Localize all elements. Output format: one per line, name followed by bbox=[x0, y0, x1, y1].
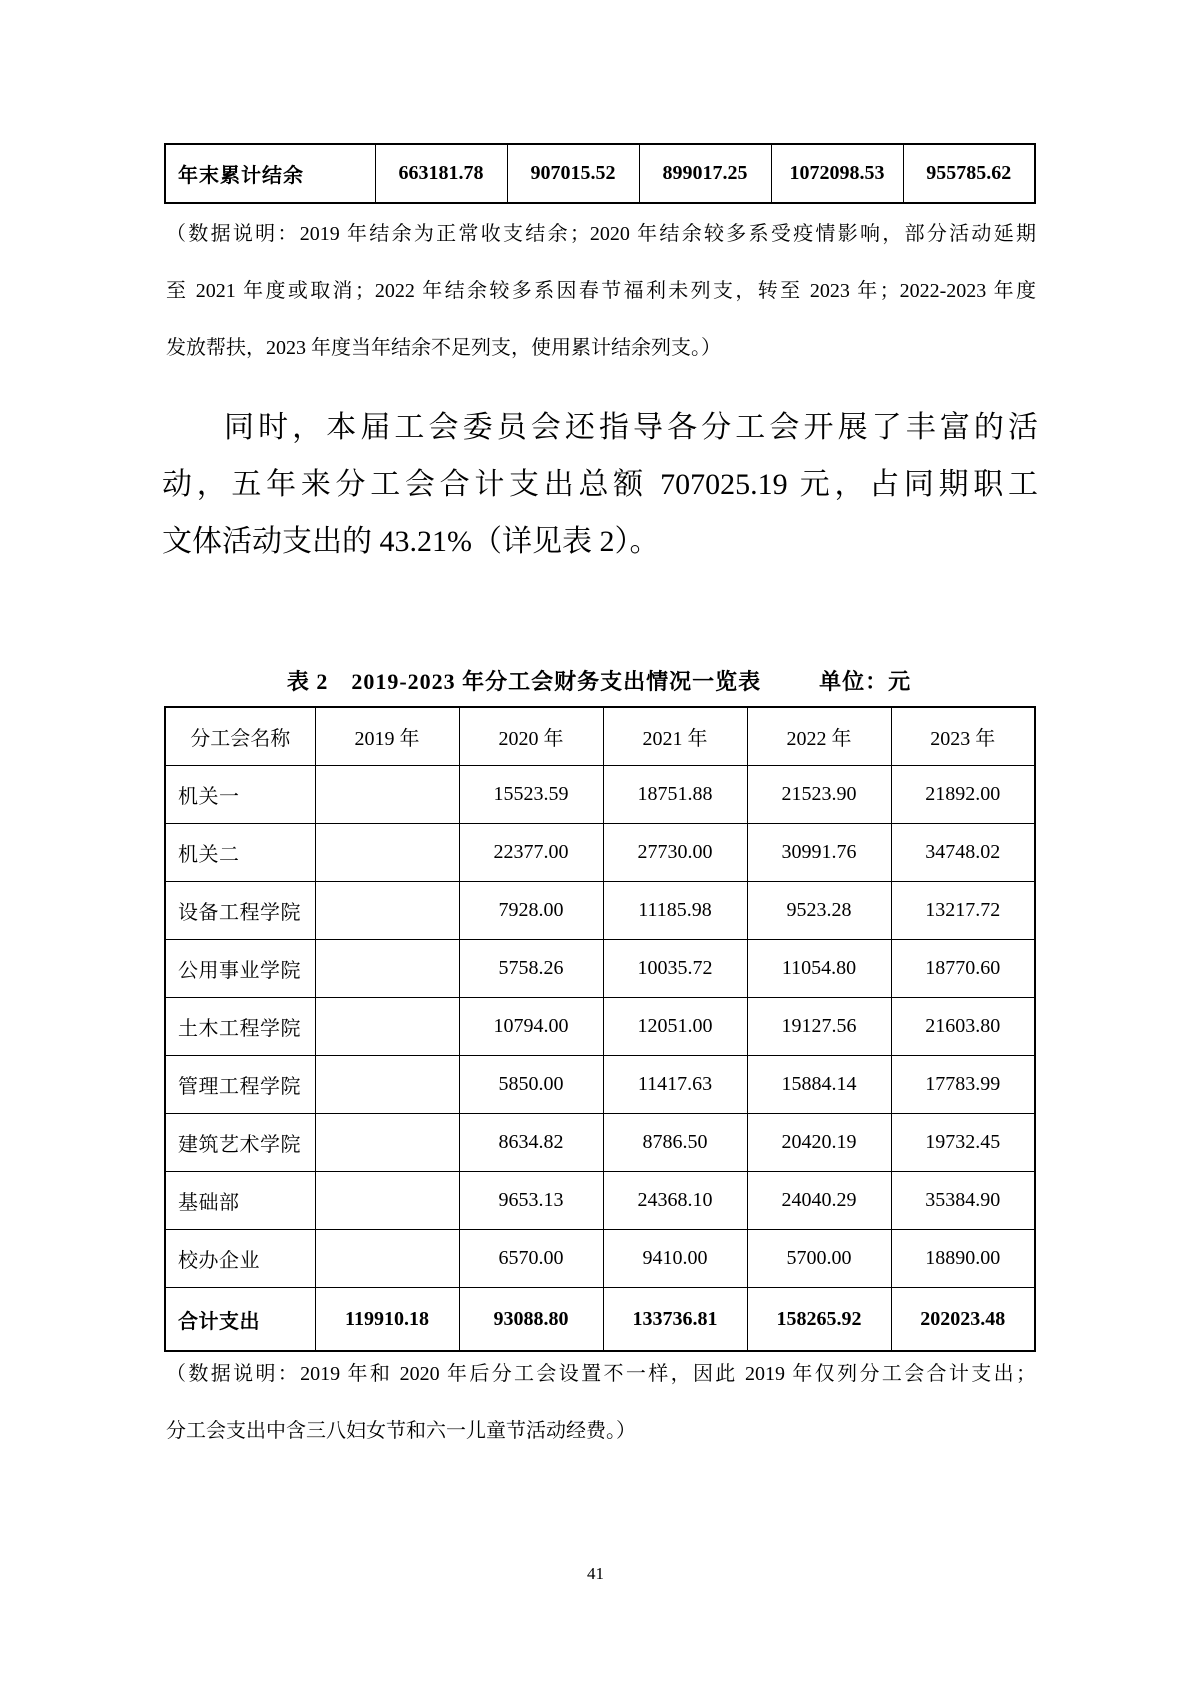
table-cell: 9653.13 bbox=[459, 1172, 603, 1230]
row-label: 机关二 bbox=[165, 824, 315, 882]
page-number: 41 bbox=[587, 1564, 604, 1583]
table-cell: 22377.00 bbox=[459, 824, 603, 882]
row-label: 设备工程学院 bbox=[165, 882, 315, 940]
table-cell: 202023.48 bbox=[891, 1288, 1035, 1352]
column-header: 2023 年 bbox=[891, 707, 1035, 766]
table-cell bbox=[315, 1230, 459, 1288]
table-row bbox=[165, 766, 1035, 824]
table-cell: 27730.00 bbox=[603, 824, 747, 882]
branch-union-expense-table bbox=[164, 706, 1036, 1352]
data-note-table1 bbox=[166, 206, 1036, 377]
table-cell: 899017.25 bbox=[639, 144, 771, 203]
table-cell: 119910.18 bbox=[315, 1288, 459, 1352]
table-cell: 5850.00 bbox=[459, 1056, 603, 1114]
table-cell: 907015.52 bbox=[507, 144, 639, 203]
table-row bbox=[165, 1114, 1035, 1172]
table-cell bbox=[315, 998, 459, 1056]
table-cell: 133736.81 bbox=[603, 1288, 747, 1352]
table-row bbox=[165, 882, 1035, 940]
table-cell: 10794.00 bbox=[459, 998, 603, 1056]
note-line: （数据说明：2019 年结余为正常收支结余；2020 年结余较多系受疫情影响，部分活动延期 bbox=[166, 223, 1036, 245]
table-cell: 15884.14 bbox=[747, 1056, 891, 1114]
table-cell: 24040.29 bbox=[747, 1172, 891, 1230]
table2-title: 表 2 2019-2023 年分工会财务支出情况一览表 bbox=[286, 668, 762, 694]
table-cell: 17783.99 bbox=[891, 1056, 1035, 1114]
table-header-row bbox=[165, 707, 1035, 766]
table-cell bbox=[315, 1172, 459, 1230]
table-cell bbox=[315, 882, 459, 940]
row-label: 建筑艺术学院 bbox=[165, 1114, 315, 1172]
table-cell: 9523.28 bbox=[747, 882, 891, 940]
table-row bbox=[165, 144, 1035, 203]
table-row bbox=[165, 1056, 1035, 1114]
paragraph-line: 文体活动支出的 43.21%（详见表 2）。 bbox=[162, 525, 660, 558]
table-cell: 21603.80 bbox=[891, 998, 1035, 1056]
table-cell: 1072098.53 bbox=[771, 144, 903, 203]
table-cell: 18890.00 bbox=[891, 1230, 1035, 1288]
table-cell: 663181.78 bbox=[375, 144, 507, 203]
column-header: 2019 年 bbox=[315, 707, 459, 766]
note-line: 分工会支出中含三八妇女节和六一儿童节活动经费。） bbox=[166, 1420, 636, 1442]
table-cell: 19127.56 bbox=[747, 998, 891, 1056]
table-cell: 24368.10 bbox=[603, 1172, 747, 1230]
table-cell: 18770.60 bbox=[891, 940, 1035, 998]
row-label: 公用事业学院 bbox=[165, 940, 315, 998]
column-header: 2020 年 bbox=[459, 707, 603, 766]
year-end-balance-table bbox=[164, 143, 1036, 204]
table-cell: 19732.45 bbox=[891, 1114, 1035, 1172]
table-cell: 7928.00 bbox=[459, 882, 603, 940]
table-cell: 5700.00 bbox=[747, 1230, 891, 1288]
column-header: 2021 年 bbox=[603, 707, 747, 766]
table-cell: 21892.00 bbox=[891, 766, 1035, 824]
table2-unit: 单位：元 bbox=[819, 668, 912, 694]
table-cell bbox=[315, 824, 459, 882]
table-cell bbox=[315, 1056, 459, 1114]
data-note-table2 bbox=[166, 1346, 1036, 1460]
paragraph-line: 同时，本届工会委员会还指导各分工会开展了丰富的活 bbox=[224, 411, 1038, 444]
table-cell: 20420.19 bbox=[747, 1114, 891, 1172]
body-paragraph bbox=[162, 399, 1038, 570]
table-cell bbox=[315, 1114, 459, 1172]
table-cell: 18751.88 bbox=[603, 766, 747, 824]
table2-caption bbox=[164, 658, 1034, 702]
paragraph-line: 动，五年来分工会合计支出总额 707025.19 元，占同期职工 bbox=[162, 468, 1038, 501]
note-line: （数据说明：2019 年和 2020 年后分工会设置不一样，因此 2019 年仅列分工会合计支出； bbox=[166, 1363, 1036, 1385]
column-header: 分工会名称 bbox=[165, 707, 315, 766]
table-cell: 35384.90 bbox=[891, 1172, 1035, 1230]
table-row bbox=[165, 1172, 1035, 1230]
table-cell: 11417.63 bbox=[603, 1056, 747, 1114]
row-label: 基础部 bbox=[165, 1172, 315, 1230]
table-row bbox=[165, 1230, 1035, 1288]
table-row bbox=[165, 824, 1035, 882]
row-label: 管理工程学院 bbox=[165, 1056, 315, 1114]
note-line: 发放帮扶，2023 年度当年结余不足列支，使用累计结余列支。） bbox=[166, 337, 721, 359]
table-cell: 158265.92 bbox=[747, 1288, 891, 1352]
table-cell: 12051.00 bbox=[603, 998, 747, 1056]
table-cell: 8786.50 bbox=[603, 1114, 747, 1172]
table-cell: 9410.00 bbox=[603, 1230, 747, 1288]
table-total-row bbox=[165, 1288, 1035, 1352]
table-cell: 21523.90 bbox=[747, 766, 891, 824]
table-row bbox=[165, 998, 1035, 1056]
table-cell bbox=[315, 766, 459, 824]
table-cell: 8634.82 bbox=[459, 1114, 603, 1172]
table-cell: 93088.80 bbox=[459, 1288, 603, 1352]
column-header: 2022 年 bbox=[747, 707, 891, 766]
table-cell: 15523.59 bbox=[459, 766, 603, 824]
table-cell: 10035.72 bbox=[603, 940, 747, 998]
note-line: 至 2021 年度或取消；2022 年结余较多系因春节福利未列支，转至 2023 年；2022-2023 年度 bbox=[166, 280, 1036, 302]
row-label: 土木工程学院 bbox=[165, 998, 315, 1056]
table-cell bbox=[315, 940, 459, 998]
row-label: 年末累计结余 bbox=[165, 144, 375, 203]
table-cell: 11054.80 bbox=[747, 940, 891, 998]
row-label: 校办企业 bbox=[165, 1230, 315, 1288]
row-label: 合计支出 bbox=[165, 1288, 315, 1352]
table-cell: 13217.72 bbox=[891, 882, 1035, 940]
table-cell: 34748.02 bbox=[891, 824, 1035, 882]
table-cell: 30991.76 bbox=[747, 824, 891, 882]
table-cell: 6570.00 bbox=[459, 1230, 603, 1288]
table-cell: 5758.26 bbox=[459, 940, 603, 998]
row-label: 机关一 bbox=[165, 766, 315, 824]
table-cell: 955785.62 bbox=[903, 144, 1035, 203]
table-cell: 11185.98 bbox=[603, 882, 747, 940]
table-row bbox=[165, 940, 1035, 998]
